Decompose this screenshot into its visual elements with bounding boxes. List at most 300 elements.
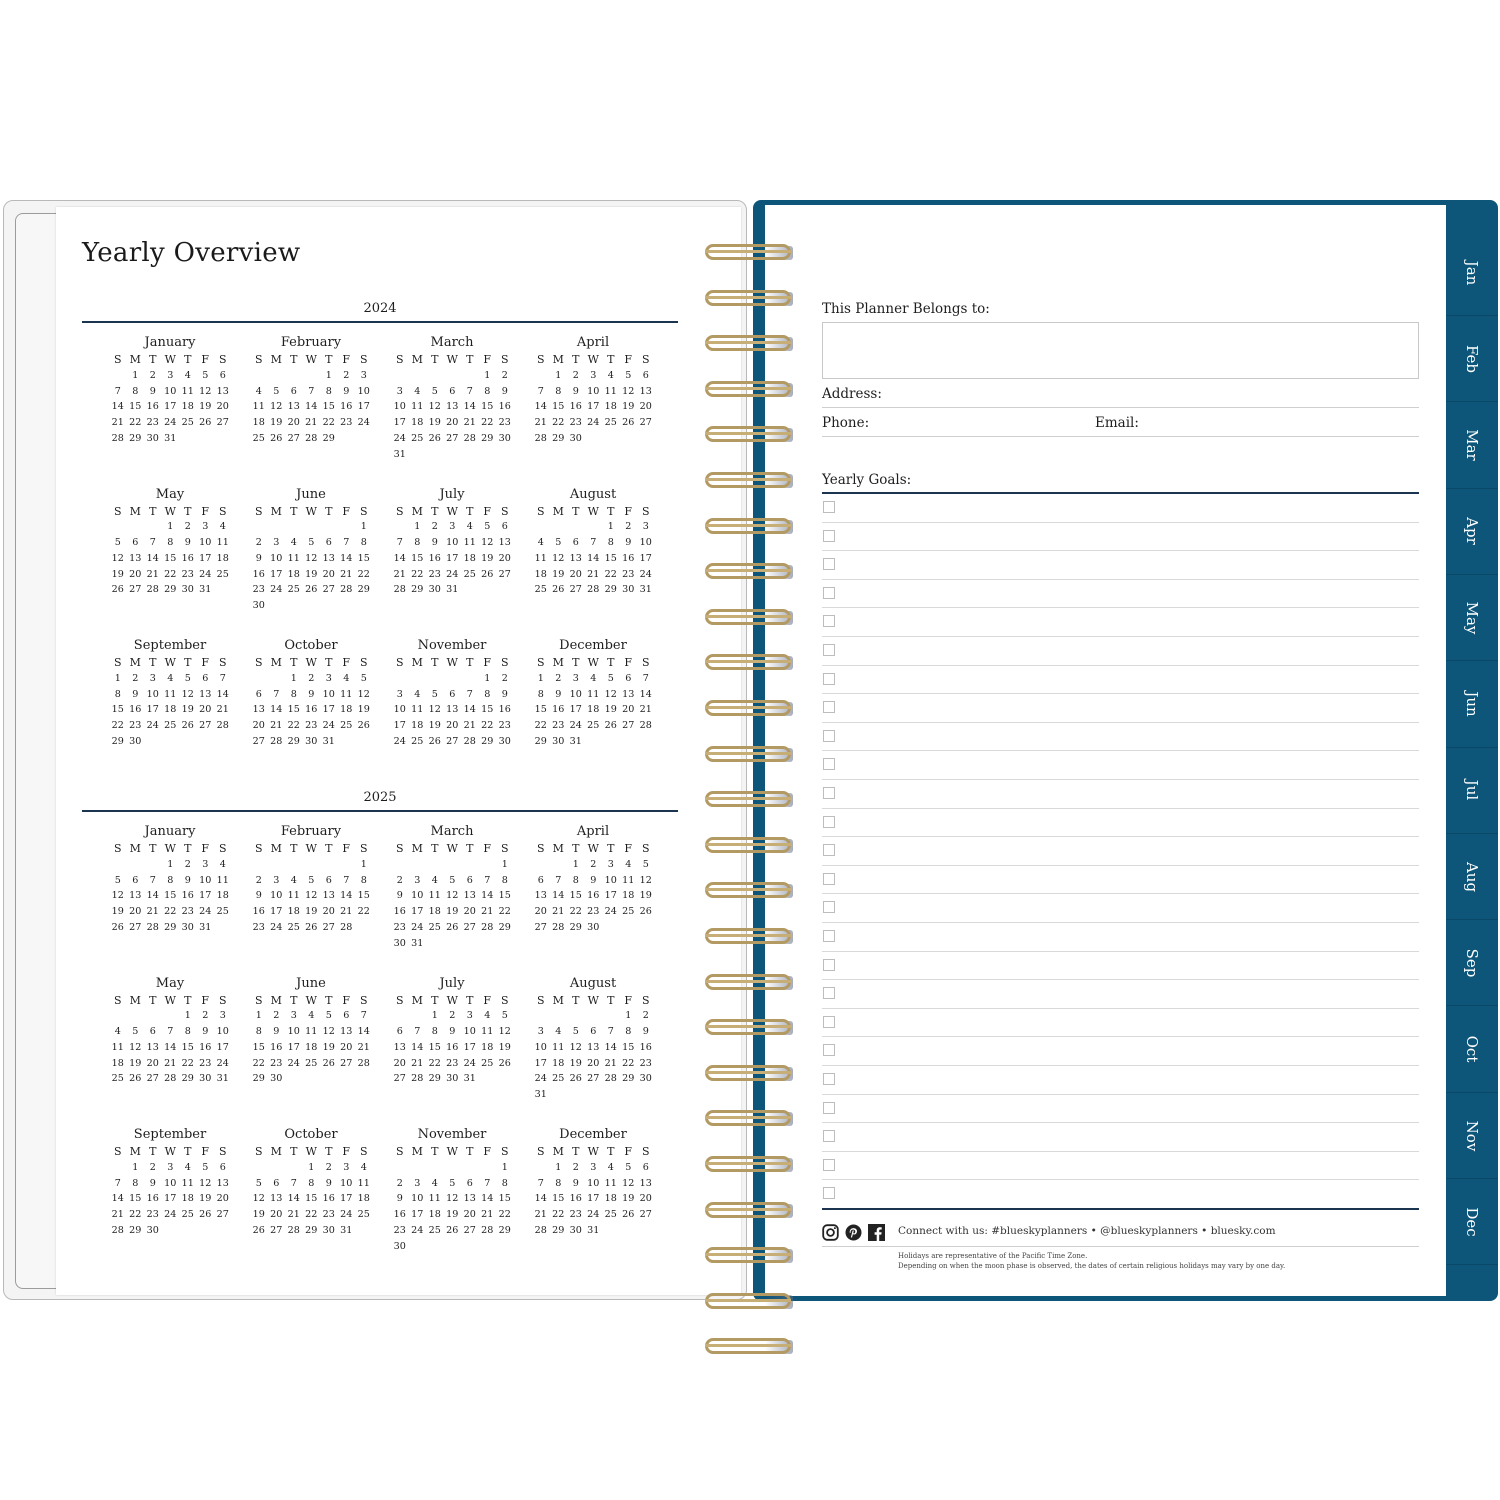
- weekday-header: S: [641, 504, 650, 518]
- day-number: 25: [111, 1073, 124, 1085]
- day-number: 3: [572, 672, 579, 684]
- goal-row[interactable]: [822, 551, 1419, 580]
- empty-day: [532, 368, 550, 384]
- phone-label: Phone:: [822, 415, 870, 431]
- day-number: 9: [501, 688, 508, 700]
- day-number: 22: [569, 906, 582, 918]
- goal-checkbox[interactable]: [823, 730, 835, 742]
- goal-checkbox[interactable]: [823, 673, 835, 685]
- day-number: 22: [322, 417, 335, 429]
- weekday-header: M: [411, 842, 423, 855]
- day-number: 3: [537, 1026, 544, 1038]
- day-number: 18: [305, 1041, 318, 1053]
- day-number: 31: [446, 584, 459, 596]
- goal-checkbox[interactable]: [823, 701, 835, 713]
- day-number: 14: [340, 552, 353, 564]
- day-number: 4: [290, 874, 297, 886]
- weekday-header: S: [500, 842, 509, 855]
- day-number: 15: [357, 552, 370, 564]
- goal-row[interactable]: [822, 923, 1419, 952]
- day-number: 8: [501, 1177, 508, 1189]
- goal-row[interactable]: [822, 809, 1419, 838]
- goal-checkbox[interactable]: [823, 787, 835, 799]
- empty-day: [550, 519, 568, 535]
- month-calendar: [390, 823, 514, 952]
- day-number: 30: [393, 937, 406, 949]
- empty-day: [461, 671, 479, 687]
- day-number: 21: [552, 906, 565, 918]
- goal-row[interactable]: [822, 580, 1419, 609]
- day-number: 22: [411, 568, 424, 580]
- weekday-header: T: [572, 353, 580, 366]
- month-calendar: [531, 823, 655, 936]
- empty-day: [320, 857, 338, 873]
- weekday-header: W: [587, 656, 599, 669]
- day-number: 22: [111, 720, 124, 732]
- day-number: 25: [552, 1073, 565, 1085]
- day-number: 28: [270, 735, 283, 747]
- day-number: 6: [290, 385, 297, 397]
- month-day-grid: [250, 504, 373, 615]
- empty-day: [409, 1008, 427, 1024]
- weekday-header: S: [395, 842, 404, 855]
- day-number: 4: [431, 874, 438, 886]
- day-number: 13: [146, 1041, 159, 1053]
- day-number: 2: [572, 1161, 579, 1173]
- day-number: 5: [308, 874, 315, 886]
- day-number: 31: [340, 1224, 353, 1236]
- month-name: August: [569, 486, 617, 502]
- month-day-grid: [532, 504, 655, 599]
- day-number: 13: [446, 704, 459, 716]
- goal-checkbox[interactable]: [823, 987, 835, 999]
- goal-row[interactable]: [822, 608, 1419, 637]
- tab-label: Jul: [1463, 780, 1481, 801]
- day-number: 16: [252, 568, 265, 580]
- weekday-header: S: [395, 1145, 404, 1158]
- day-number: 19: [569, 1057, 582, 1069]
- day-number: 5: [642, 858, 649, 870]
- day-number: 18: [411, 720, 424, 732]
- day-number: 10: [357, 385, 370, 397]
- day-number: 1: [555, 1161, 562, 1173]
- empty-day: [268, 671, 286, 687]
- email-label: Email:: [1095, 415, 1139, 431]
- weekday-header: T: [572, 656, 580, 669]
- day-number: 13: [622, 688, 635, 700]
- weekday-header: M: [270, 993, 282, 1007]
- day-number: 1: [360, 858, 367, 870]
- day-number: 31: [199, 584, 212, 596]
- day-number: 7: [555, 874, 562, 886]
- day-number: 3: [360, 369, 367, 381]
- tab-apr[interactable]: [1446, 489, 1498, 575]
- day-number: 3: [590, 1161, 597, 1173]
- day-number: 29: [411, 584, 424, 596]
- day-number: 16: [498, 401, 511, 413]
- goal-checkbox[interactable]: [823, 1130, 835, 1142]
- day-number: 11: [216, 537, 229, 549]
- day-number: 22: [552, 417, 565, 429]
- day-number: 18: [534, 568, 547, 580]
- tab-may[interactable]: [1446, 575, 1498, 661]
- goal-checkbox[interactable]: [823, 644, 835, 656]
- day-number: 13: [639, 385, 652, 397]
- weekday-header: S: [500, 504, 509, 518]
- day-number: 5: [449, 874, 456, 886]
- day-number: 10: [270, 890, 283, 902]
- day-number: 3: [149, 672, 156, 684]
- day-number: 28: [552, 921, 565, 933]
- empty-day: [426, 1160, 444, 1176]
- goal-checkbox[interactable]: [823, 844, 835, 856]
- day-number: 1: [360, 521, 367, 533]
- spiral-ring: [703, 607, 795, 629]
- facebook-icon: [868, 1224, 885, 1241]
- goal-row[interactable]: [822, 637, 1419, 666]
- weekday-header: F: [201, 504, 210, 518]
- day-number: 27: [463, 1224, 476, 1236]
- day-number: 6: [642, 1161, 649, 1173]
- day-number: 21: [287, 1209, 300, 1221]
- weekday-header: S: [500, 656, 509, 669]
- day-number: 14: [411, 1041, 424, 1053]
- weekday-header: F: [201, 842, 210, 855]
- day-number: 23: [552, 720, 565, 732]
- day-number: 9: [572, 385, 579, 397]
- day-number: 15: [111, 704, 124, 716]
- day-number: 25: [622, 906, 635, 918]
- day-number: 17: [199, 890, 212, 902]
- day-number: 26: [569, 1073, 582, 1085]
- day-number: 20: [216, 1193, 229, 1205]
- day-number: 27: [622, 720, 635, 732]
- day-number: 24: [534, 1073, 547, 1085]
- spiral-ring: [703, 835, 795, 857]
- goal-checkbox[interactable]: [823, 1159, 835, 1171]
- day-number: 12: [569, 1041, 582, 1053]
- weekday-header: S: [536, 353, 545, 366]
- day-number: 7: [219, 672, 226, 684]
- month-day-grid: [391, 841, 514, 952]
- goal-checkbox[interactable]: [823, 816, 835, 828]
- owner-name-box[interactable]: [822, 322, 1419, 379]
- day-number: 27: [252, 735, 265, 747]
- day-number: 1: [484, 369, 491, 381]
- day-number: 25: [428, 921, 441, 933]
- empty-day: [391, 671, 409, 687]
- weekday-header: M: [552, 353, 564, 366]
- day-number: 12: [199, 1177, 212, 1189]
- day-number: 30: [146, 1224, 159, 1236]
- empty-day: [532, 857, 550, 873]
- goal-checkbox[interactable]: [823, 901, 835, 913]
- goal-row[interactable]: [822, 1180, 1419, 1209]
- goal-checkbox[interactable]: [823, 930, 835, 942]
- day-number: 21: [639, 704, 652, 716]
- day-number: 28: [111, 1224, 124, 1236]
- day-number: 2: [308, 672, 315, 684]
- spiral-ring: [703, 972, 795, 994]
- goal-row[interactable]: [822, 1009, 1419, 1038]
- day-number: 12: [111, 552, 124, 564]
- goal-row[interactable]: [822, 723, 1419, 752]
- day-number: 9: [625, 537, 632, 549]
- goal-row[interactable]: [822, 894, 1419, 923]
- spiral-ring: [703, 516, 795, 538]
- day-number: 15: [604, 552, 617, 564]
- goal-row[interactable]: [822, 780, 1419, 809]
- tab-jun[interactable]: [1446, 662, 1498, 748]
- day-number: 27: [287, 432, 300, 444]
- goal-row[interactable]: [822, 523, 1419, 552]
- day-number: 29: [357, 584, 370, 596]
- month-calendar: [249, 334, 373, 447]
- day-number: 19: [552, 568, 565, 580]
- month-calendar: [390, 637, 514, 750]
- weekday-header: T: [325, 842, 333, 855]
- weekday-header: M: [129, 504, 141, 518]
- day-number: 23: [270, 1057, 283, 1069]
- pinterest-icon: [845, 1224, 862, 1241]
- month-calendar: [531, 334, 655, 447]
- day-number: 28: [463, 735, 476, 747]
- day-number: 17: [393, 417, 406, 429]
- day-number: 8: [501, 874, 508, 886]
- day-number: 30: [129, 735, 142, 747]
- day-number: 27: [569, 584, 582, 596]
- tab-aug[interactable]: [1446, 834, 1498, 920]
- spiral-ring: [703, 1063, 795, 1085]
- weekday-header: T: [466, 842, 474, 855]
- day-number: 28: [463, 432, 476, 444]
- day-number: 16: [181, 552, 194, 564]
- weekday-header: M: [129, 1145, 141, 1158]
- day-number: 22: [129, 1209, 142, 1221]
- address-line[interactable]: [822, 407, 1419, 408]
- goal-checkbox[interactable]: [823, 1187, 835, 1199]
- goal-checkbox[interactable]: [823, 1044, 835, 1056]
- day-number: 28: [534, 432, 547, 444]
- tab-nov[interactable]: [1446, 1093, 1498, 1179]
- day-number: 8: [555, 385, 562, 397]
- goal-checkbox[interactable]: [823, 1102, 835, 1114]
- phone-email-line[interactable]: [822, 436, 1419, 437]
- weekday-header: S: [254, 353, 263, 366]
- day-number: 27: [446, 432, 459, 444]
- day-number: 7: [414, 1026, 421, 1038]
- spiral-ring: [703, 652, 795, 674]
- tab-label: May: [1463, 601, 1481, 635]
- month-name: September: [133, 638, 207, 653]
- tab-oct[interactable]: [1446, 1007, 1498, 1093]
- empty-day: [444, 368, 462, 384]
- tab-mar[interactable]: [1446, 403, 1498, 489]
- day-number: 17: [146, 704, 159, 716]
- spiral-ring: [703, 1108, 795, 1130]
- day-number: 7: [149, 874, 156, 886]
- day-number: 6: [590, 1026, 597, 1038]
- weekday-header: F: [483, 993, 492, 1007]
- day-number: 21: [481, 1209, 494, 1221]
- empty-day: [250, 519, 268, 535]
- weekday-header: S: [536, 842, 545, 855]
- empty-day: [303, 519, 321, 535]
- weekday-header: T: [149, 353, 157, 366]
- goal-row[interactable]: [822, 666, 1419, 695]
- day-number: 10: [604, 874, 617, 886]
- day-number: 20: [322, 568, 335, 580]
- goal-checkbox[interactable]: [823, 873, 835, 885]
- goal-checkbox[interactable]: [823, 530, 835, 542]
- day-number: 3: [414, 874, 421, 886]
- day-number: 18: [428, 1209, 441, 1221]
- weekday-header: T: [572, 842, 580, 855]
- day-number: 11: [164, 688, 177, 700]
- day-number: 26: [199, 417, 212, 429]
- goal-row[interactable]: [822, 866, 1419, 895]
- day-number: 16: [340, 401, 353, 413]
- month-name: October: [284, 638, 338, 653]
- day-number: 7: [273, 688, 280, 700]
- goal-row[interactable]: [822, 1123, 1419, 1152]
- day-number: 17: [270, 906, 283, 918]
- day-number: 19: [129, 1057, 142, 1069]
- empty-day: [461, 857, 479, 873]
- day-number: 9: [642, 1026, 649, 1038]
- day-number: 8: [572, 874, 579, 886]
- day-number: 21: [393, 568, 406, 580]
- tab-dec[interactable]: [1446, 1179, 1498, 1265]
- tab-feb[interactable]: [1446, 316, 1498, 402]
- day-number: 9: [501, 385, 508, 397]
- day-number: 24: [199, 568, 212, 580]
- weekday-header: T: [607, 656, 615, 669]
- goal-row[interactable]: [822, 1095, 1419, 1124]
- tab-jul[interactable]: [1446, 748, 1498, 834]
- empty-day: [109, 857, 127, 873]
- day-number: 26: [357, 720, 370, 732]
- goal-checkbox[interactable]: [823, 615, 835, 627]
- month-day-grid: [391, 1144, 514, 1255]
- day-number: 2: [555, 672, 562, 684]
- weekday-header: W: [305, 504, 317, 518]
- goal-checkbox[interactable]: [823, 758, 835, 770]
- tab-jan[interactable]: [1446, 230, 1498, 316]
- goal-row[interactable]: [822, 1037, 1419, 1066]
- day-number: 19: [428, 417, 441, 429]
- goal-checkbox[interactable]: [823, 501, 835, 513]
- weekday-header: M: [411, 656, 423, 669]
- day-number: 3: [167, 369, 174, 381]
- weekday-header: T: [466, 1145, 474, 1158]
- spiral-ring: [703, 1200, 795, 1222]
- day-number: 15: [164, 552, 177, 564]
- goal-checkbox[interactable]: [823, 959, 835, 971]
- day-number: 24: [270, 584, 283, 596]
- day-number: 24: [164, 417, 177, 429]
- day-number: 29: [129, 1224, 142, 1236]
- goal-checkbox[interactable]: [823, 587, 835, 599]
- goal-row[interactable]: [822, 751, 1419, 780]
- day-number: 9: [555, 688, 562, 700]
- day-number: 14: [463, 704, 476, 716]
- goal-checkbox[interactable]: [823, 1073, 835, 1085]
- day-number: 21: [587, 568, 600, 580]
- day-number: 23: [181, 568, 194, 580]
- tab-sep[interactable]: [1446, 920, 1498, 1006]
- empty-day: [285, 857, 303, 873]
- weekday-header: F: [624, 656, 633, 669]
- day-number: 1: [414, 521, 421, 533]
- day-number: 20: [498, 552, 511, 564]
- month-calendar: [108, 486, 232, 599]
- month-name: September: [133, 1127, 207, 1142]
- day-number: 28: [587, 584, 600, 596]
- empty-day: [303, 368, 321, 384]
- day-number: 1: [607, 521, 614, 533]
- day-number: 27: [534, 921, 547, 933]
- empty-day: [127, 857, 145, 873]
- day-number: 16: [393, 1209, 406, 1221]
- day-number: 8: [167, 537, 174, 549]
- day-number: 7: [290, 1177, 297, 1189]
- day-number: 12: [305, 890, 318, 902]
- goal-row[interactable]: [822, 1152, 1419, 1181]
- day-number: 21: [146, 906, 159, 918]
- month-calendar: [531, 1126, 655, 1239]
- day-number: 27: [216, 417, 229, 429]
- goal-row[interactable]: [822, 837, 1419, 866]
- day-number: 13: [322, 552, 335, 564]
- weekday-header: T: [184, 993, 192, 1007]
- goal-row[interactable]: [822, 980, 1419, 1009]
- day-number: 31: [639, 584, 652, 596]
- day-number: 20: [129, 568, 142, 580]
- day-number: 16: [587, 890, 600, 902]
- month-calendar: [390, 486, 514, 599]
- day-number: 1: [132, 1161, 139, 1173]
- day-number: 3: [219, 1010, 226, 1022]
- day-number: 4: [219, 521, 226, 533]
- goal-row[interactable]: [822, 694, 1419, 723]
- goal-checkbox[interactable]: [823, 1016, 835, 1028]
- day-number: 9: [255, 890, 262, 902]
- empty-day: [338, 519, 356, 535]
- month-name: December: [559, 638, 627, 653]
- day-number: 28: [604, 1073, 617, 1085]
- day-number: 6: [219, 369, 226, 381]
- day-number: 30: [270, 1073, 283, 1085]
- day-number: 10: [393, 401, 406, 413]
- day-number: 16: [569, 1193, 582, 1205]
- day-number: 21: [111, 1209, 124, 1221]
- day-number: 29: [287, 735, 300, 747]
- day-number: 17: [463, 1041, 476, 1053]
- empty-day: [285, 368, 303, 384]
- day-number: 9: [149, 385, 156, 397]
- day-number: 9: [308, 688, 315, 700]
- empty-day: [109, 519, 127, 535]
- goal-row[interactable]: [822, 494, 1419, 523]
- goal-checkbox[interactable]: [823, 558, 835, 570]
- month-name: April: [576, 824, 610, 839]
- goal-row[interactable]: [822, 952, 1419, 981]
- goal-row[interactable]: [822, 1066, 1419, 1095]
- day-number: 24: [199, 906, 212, 918]
- day-number: 15: [287, 704, 300, 716]
- weekday-header: T: [431, 842, 439, 855]
